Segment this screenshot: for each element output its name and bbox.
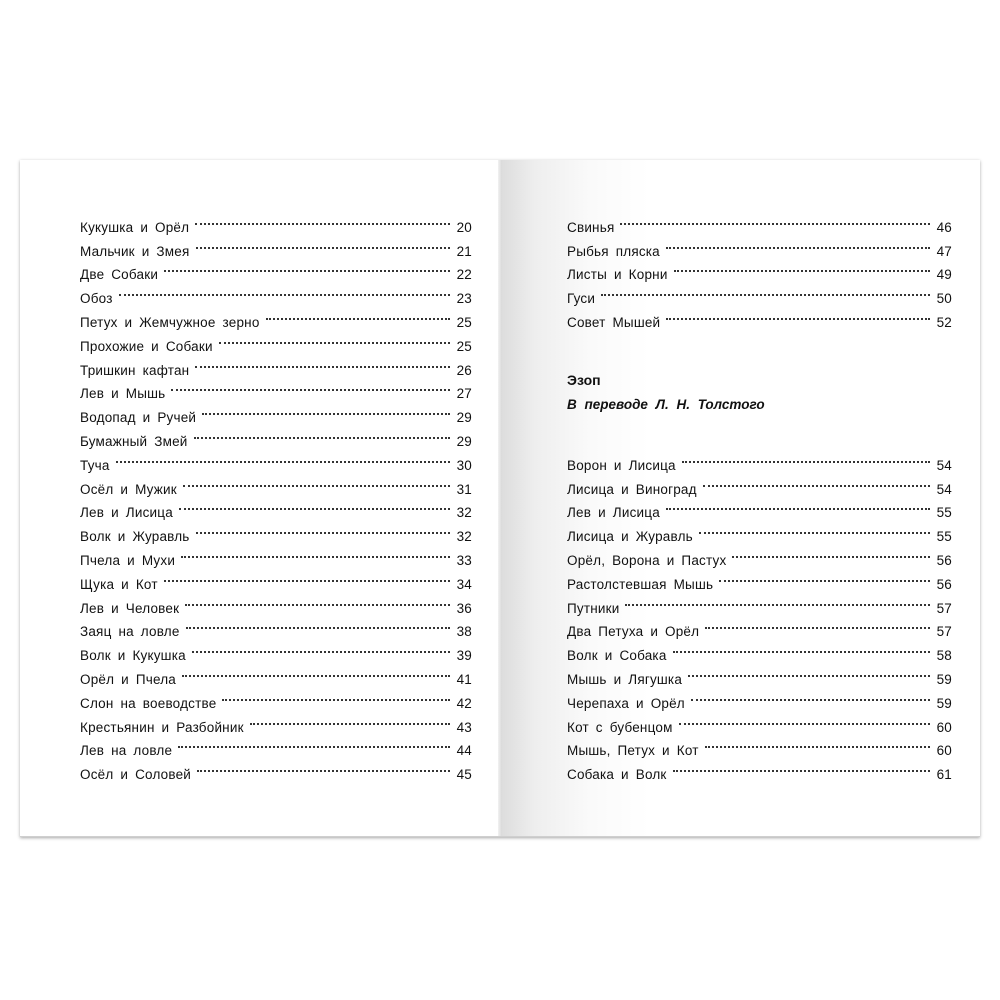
toc-list-left [80,208,472,783]
toc-entry-page-number: 32 [456,505,472,521]
toc-dot-leader [116,446,450,470]
toc-dot-leader [192,636,450,660]
toc-entry-page-number: 39 [456,648,472,664]
toc-dot-leader [119,279,450,303]
toc-dot-leader [183,470,450,494]
toc-entry-title: Мальчик и Змея [80,243,190,259]
toc-entry-page-number: 38 [456,624,472,640]
toc-dot-leader [250,708,450,732]
toc-entry-page-number: 27 [456,386,472,402]
toc-entry-title: Прохожие и Собаки [80,338,213,354]
toc-entry-title: Пчела и Мухи [80,552,176,568]
left-page [20,160,500,836]
toc-entry [567,232,952,259]
toc-entry-page-number: 36 [456,600,472,616]
toc-entry-page-number: 57 [936,624,952,640]
toc-entry-page-number: 57 [936,600,952,616]
toc-entry-page-number: 26 [456,362,472,378]
toc-entry-page-number: 54 [936,481,952,497]
toc-entry-title: Кот с бубенцом [567,719,673,735]
toc-entry-title: Волк и Собака [567,648,667,664]
toc-entry-page-number: 58 [936,648,952,664]
toc-dot-leader [673,636,930,660]
toc-entry-title: Собака и Волк [567,767,667,783]
toc-entry-title: Слон на воеводстве [80,695,217,711]
toc-entry-title: Мышь, Петух и Кот [567,743,699,759]
toc-entry-title: Совет Мышей [567,314,661,330]
toc-entry-title: Две Собаки [80,267,159,283]
toc-entry-title: Лисица и Виноград [567,481,697,497]
toc-entry-title: Два Петуха и Орёл [567,624,700,640]
toc-dot-leader [196,517,450,541]
toc-dot-leader [679,708,930,732]
toc-entry-title: Кукушка и Орёл [80,219,190,235]
toc-dot-leader [171,375,450,399]
toc-entry-page-number: 23 [456,291,472,307]
toc-entry-title: Бумажный Змей [80,433,188,449]
toc-entry-title: Гуси [567,291,596,307]
toc-dot-leader [181,541,450,565]
toc-entry-page-number: 30 [456,457,472,473]
toc-entry-page-number: 56 [936,576,952,592]
toc-entry-page-number: 42 [456,695,472,711]
toc-entry-title: Лисица и Журавль [567,529,693,545]
toc-entry [567,589,952,616]
toc-entry-title: Мышь и Лягушка [567,671,683,687]
toc-dot-leader [185,589,450,613]
toc-entry-title: Осёл и Соловей [80,767,192,783]
toc-dot-leader [625,589,930,613]
toc-dot-leader [674,256,930,280]
toc-dot-leader [197,755,450,779]
toc-entry-title: Крестьянин и Разбойник [80,719,244,735]
book-spread [20,160,980,837]
toc-entry [567,208,952,235]
toc-dot-leader [688,660,930,684]
toc-entry-page-number: 25 [456,314,472,330]
toc-entry-page-number: 50 [936,291,952,307]
toc-entry [567,303,952,330]
toc-dot-leader [620,208,930,232]
toc-entry-page-number: 59 [936,671,952,687]
toc-entry-title: Орёл и Пчела [80,671,177,687]
toc-entry-title: Лев и Лисица [80,505,173,521]
toc-dot-leader [699,517,930,541]
toc-entry-page-number: 49 [936,267,952,283]
toc-entry-page-number: 33 [456,552,472,568]
toc-entry-page-number: 61 [936,767,952,783]
toc-entry-page-number: 54 [936,457,952,473]
toc-entry-page-number: 29 [456,433,472,449]
toc-dot-leader [186,613,450,637]
toc-dot-leader [682,446,930,470]
toc-entry-page-number: 31 [456,481,472,497]
toc-dot-leader [178,732,450,756]
toc-dot-leader [705,732,930,756]
toc-entry-title: Рыбья пляска [567,243,660,259]
toc-entry-page-number: 55 [936,529,952,545]
toc-entry-title: Водопад и Ручей [80,410,197,426]
toc-list-right-top [567,208,952,330]
toc-dot-leader [691,684,930,708]
toc-dot-leader [195,351,450,375]
toc-entry [567,279,952,307]
toc-entry-page-number: 46 [936,219,952,235]
toc-entry-page-number: 21 [456,243,472,259]
toc-entry-page-number: 52 [936,314,952,330]
book-gutter [498,160,502,836]
toc-dot-leader [179,494,450,518]
right-page [500,160,980,836]
toc-entry-title: Черепаха и Орёл [567,695,685,711]
toc-dot-leader [666,232,930,256]
toc-entry-page-number: 55 [936,505,952,521]
toc-entry [80,279,472,307]
toc-dot-leader [732,541,930,565]
toc-dot-leader [196,232,451,256]
toc-entry-title: Лев и Лисица [567,505,660,521]
toc-entry-title: Ворон и Лисица [567,457,676,473]
toc-dot-leader [194,422,450,446]
toc-dot-leader [719,565,930,589]
toc-entry [80,446,472,473]
toc-entry-page-number: 34 [456,576,472,592]
toc-dot-leader [202,398,450,422]
toc-entry-title: Тришкин кафтан [80,362,190,378]
toc-entry-title: Листы и Корни [567,267,668,283]
toc-entry-title: Путники [567,600,620,616]
toc-entry [80,470,472,497]
toc-dot-leader [164,256,450,280]
toc-entry-page-number: 47 [936,243,952,259]
toc-dot-leader [195,208,450,232]
toc-entry-title: Щука и Кот [80,576,158,592]
toc-entry-page-number: 29 [456,410,472,426]
toc-entry-title: Волк и Журавль [80,529,190,545]
toc-entry [80,303,472,330]
toc-dot-leader [666,494,930,518]
toc-dot-leader [601,279,930,303]
toc-entry-page-number: 45 [456,767,472,783]
toc-entry-page-number: 32 [456,529,472,545]
toc-entry-title: Туча [80,457,110,473]
toc-entry-title: Петух и Жемчужное зерно [80,314,260,330]
toc-dot-leader [673,755,930,779]
toc-entry-page-number: 43 [456,719,472,735]
toc-entry-title: Волк и Кукушка [80,648,186,664]
toc-list-right-section [567,446,952,783]
toc-entry-title: Растолстевшая Мышь [567,576,714,592]
section-translator-subtitle: В переводе Л. Н. Толстого [567,397,765,412]
toc-entry [567,446,952,473]
toc-dot-leader [222,684,450,708]
toc-entry-title: Лев и Мышь [80,386,166,402]
toc-entry-title: Лев на ловле [80,743,173,759]
toc-dot-leader [705,613,930,637]
toc-entry [567,613,952,640]
toc-entry-page-number: 22 [456,267,472,283]
toc-entry-page-number: 56 [936,552,952,568]
toc-dot-leader [182,660,450,684]
toc-entry [80,208,472,235]
toc-entry-page-number: 60 [936,719,952,735]
toc-entry-page-number: 25 [456,338,472,354]
toc-entry-page-number: 60 [936,743,952,759]
toc-entry-title: Обоз [80,291,113,307]
toc-dot-leader [164,565,450,589]
section-author-heading: Эзоп [567,372,601,388]
toc-dot-leader [266,303,450,327]
toc-entry-title: Орёл, Ворона и Пастух [567,552,727,568]
toc-entry-title: Заяц на ловле [80,624,180,640]
toc-entry-page-number: 44 [456,743,472,759]
toc-entry-title: Осёл и Мужик [80,481,177,497]
toc-entry-page-number: 59 [936,695,952,711]
toc-entry-page-number: 20 [456,219,472,235]
toc-entry-title: Лев и Человек [80,600,180,616]
toc-entry-page-number: 41 [456,671,472,687]
toc-dot-leader [666,303,930,327]
toc-dot-leader [703,470,930,494]
toc-dot-leader [219,327,450,351]
toc-entry-title: Свинья [567,219,615,235]
